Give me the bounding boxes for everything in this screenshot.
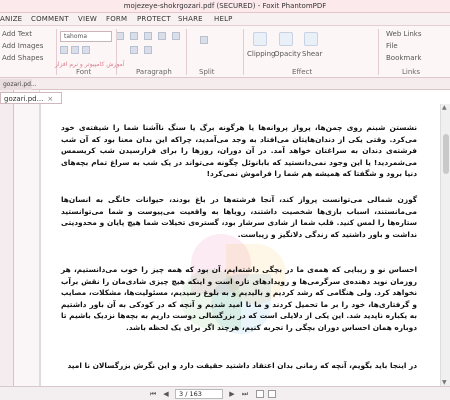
group-split-label: Split [199, 68, 215, 76]
ribbon-separator [243, 29, 244, 75]
title-bar [0, 0, 450, 13]
last-page-icon[interactable]: ⏭ [241, 390, 249, 398]
add-text-button[interactable]: Add Text [2, 30, 32, 38]
navigation-sidebar [0, 90, 14, 386]
split-icon[interactable] [200, 36, 208, 44]
first-page-icon[interactable]: ⏮ [149, 390, 157, 398]
group-links-label: Links [402, 68, 420, 76]
font-size-icon[interactable] [116, 32, 124, 40]
shear-icon[interactable] [304, 32, 318, 46]
paragraph: در اینجا باید بگویم، آنچه که زمانی بدان اعتقاد داشتید حقیقت دارد و این نگرش بزرگسالان نا امید [67, 361, 417, 370]
file-link-button[interactable]: File [386, 42, 398, 50]
panel-tab[interactable]: gozari.pd... [0, 79, 32, 90]
ribbon-separator [116, 29, 117, 75]
menu-share[interactable]: SHARE [178, 15, 203, 23]
menu-comment[interactable]: COMMENT [31, 15, 69, 23]
tab-bar [0, 78, 450, 90]
document-view[interactable] [40, 104, 438, 386]
next-page-icon[interactable]: ▶ [229, 390, 235, 398]
opacity-icon[interactable] [279, 32, 293, 46]
menu-protect[interactable]: PROTECT [137, 15, 171, 23]
add-shapes-button[interactable]: Add Shapes [2, 54, 44, 62]
opacity-button[interactable]: Opacity [274, 50, 301, 58]
clipping-button[interactable]: Clipping [247, 50, 276, 58]
web-links-button[interactable]: Web Links [386, 30, 422, 38]
page-number-input[interactable]: 3 / 163 [175, 389, 223, 399]
align-left-icon[interactable] [130, 32, 138, 40]
navigation-panel [14, 90, 40, 386]
ribbon-separator [378, 29, 379, 75]
group-effect-label: Effect [292, 68, 313, 76]
paragraph: نشستن شبنم روی چمن‌ها، پرواز پروانه‌ها یا هرگونه برگ یا سنگ ناآشنا شما را شیفته‌ی خود می‌کرد. وقتی یکی از دندان‌هایتان می‌افتاد به وجد می‌آمدید، چراکه این بدان معنا بود که آن شب فرشته‌ی دندان به سراغتان خواهد آمد. در آن دوران، روزها را برای فرارسیدن شب کریسمس می‌شمردید! یا این وجود نمی‌دانستید که بابانوئل چگونه می‌تواند در یک شب به سراغ تمام بچه‌های دنیا برود و شگفتا که همیشه هم شما را فراموش نمی‌کرد! [61, 123, 417, 179]
previous-page-icon[interactable]: ◀ [163, 390, 169, 398]
document-tab-label: gozari.pd... [4, 95, 44, 103]
ribbon-separator [186, 29, 187, 75]
scroll-up-icon[interactable]: ▲ [442, 104, 447, 111]
scroll-down-icon[interactable]: ▼ [442, 379, 447, 386]
shear-button[interactable]: Shear [302, 50, 323, 58]
align-center-icon[interactable] [144, 32, 152, 40]
site-watermark: آموزش کامپیوتر و نرم افزار [55, 61, 125, 68]
group-paragraph-label: Paragraph [136, 68, 172, 76]
align-justify-icon[interactable] [172, 32, 180, 40]
ribbon-separator [56, 29, 57, 75]
continuous-view-icon[interactable] [268, 390, 276, 398]
underline-icon[interactable] [82, 46, 90, 54]
single-page-view-icon[interactable] [256, 390, 264, 398]
pdf-page [40, 104, 436, 386]
menu-bar [0, 13, 450, 26]
menu-help[interactable]: HELP [214, 15, 233, 23]
status-bar [0, 386, 450, 400]
menu-organize[interactable]: ANIZE [0, 15, 23, 23]
group-font-label: Font [76, 68, 92, 76]
font-name-value: tahoma [64, 33, 88, 40]
indent-icon[interactable] [130, 46, 138, 54]
font-name-select[interactable] [60, 31, 112, 42]
italic-icon[interactable] [71, 46, 79, 54]
close-icon[interactable]: × [47, 95, 54, 103]
add-images-button[interactable]: Add Images [2, 42, 44, 50]
document-tab[interactable] [0, 92, 62, 104]
ribbon-toolbar [0, 26, 450, 78]
menu-form[interactable]: FORM [106, 15, 128, 23]
clipping-icon[interactable] [253, 32, 267, 46]
align-right-icon[interactable] [158, 32, 166, 40]
scrollbar-thumb[interactable] [443, 134, 449, 174]
window-title: mojezeye-shokrgozari.pdf (SECURED) - Foxit PhantomPDF [123, 2, 327, 10]
outdent-icon[interactable] [144, 46, 152, 54]
paragraph: گوزن شمالی می‌توانست پرواز کند، آنجا فرشته‌ها در باغ بودند، حیوانات خانگی به انسان‌ها می‌مانستند، اسباب بازی‌ها شخصیت داشتند، رویاها به واقعیت می‌پیوست و شما می‌توانستید ستاره‌ها را لمس کنید. قلب شما از شادی سرشار بود، گستره‌ی تخیلات شما هیچ پایان و محدودیتی نداشت و باور داشتید که زندگی دلانگیز و زیباست. [61, 195, 417, 239]
vertical-scrollbar[interactable] [440, 104, 450, 386]
menu-view[interactable]: VIEW [78, 15, 97, 23]
paragraph: احساس نو و زیبایی که همه‌ی ما در بچگی داشته‌ایم، آن بود که همه چیز را خوب می‌دانستیم، هر روزمان نوید دهنده‌ی سرگرمی‌ها و رویدادهای تازه است و اینکه هیچ چیزی شادی‌مان را نقش برآب نخواهد کرد. ولی هنگامی که رشد کردیم و بالیدیم و به بلوغ رسیدیم، مسئولیت‌ها، مشکلات، مصایب و گرفتاری‌ها، خود را بر ما تحمیل کردند و ما نا امید شدیم و آنچه که در کودکی به آن باور داشتیم به یکباره ناپدید شد. این یکی از دلایلی است که در بزرگسالی دوست داریم به بچه‌ها نزدیک باشیم تا دوباره همان احساس دوران بچگی را تجربه کنیم، هرچند اگر برای یک لحظه باشد. [61, 265, 417, 332]
bookmark-button[interactable]: Bookmark [386, 54, 422, 62]
bold-icon[interactable] [60, 46, 68, 54]
